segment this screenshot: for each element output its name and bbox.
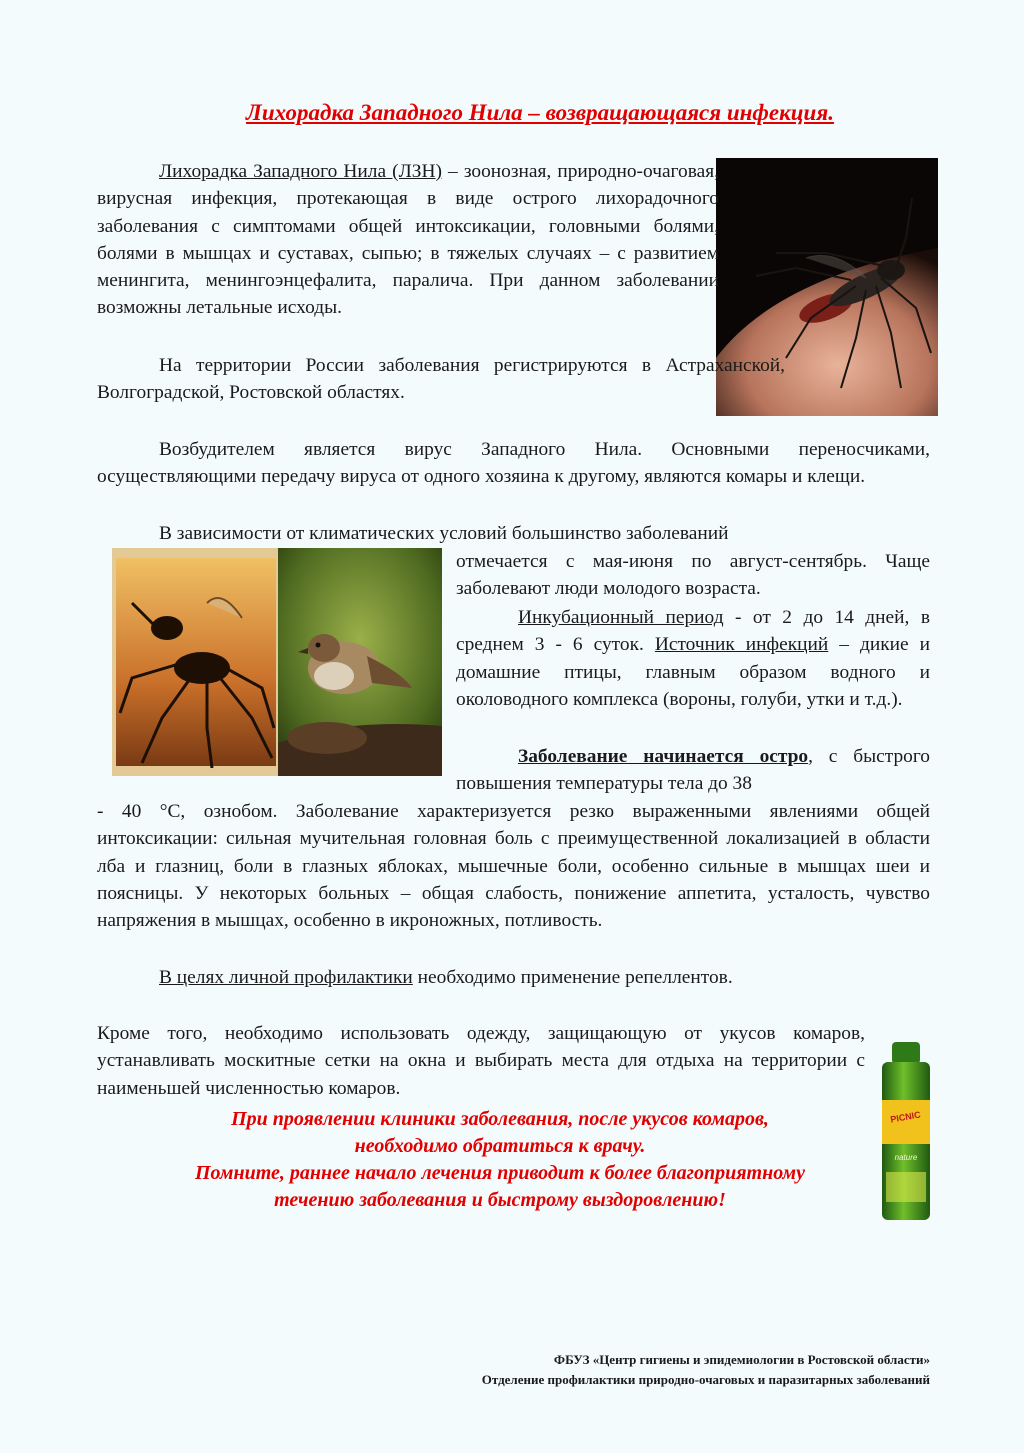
seasonality-paragraph-end: отмечается с мая-июня по август-сентябрь. Чаще заболевают люди молодого возраста. — [456, 551, 930, 600]
warning-line-4: течению заболевания и быстрому выздоровлению! — [274, 1189, 726, 1211]
source-term: Источник инфекций — [654, 634, 829, 656]
brand-label: PICNIC — [889, 1109, 922, 1125]
onset-text: , с быстрого повышения температуры тела до 38 — [456, 746, 931, 795]
warning-line-2: необходимо обратиться к врачу. — [354, 1135, 646, 1157]
incubation-paragraph — [456, 604, 930, 713]
footer-organization: ФБУЗ «Центр гигиены и эпидемиологии в Ростовской области» — [553, 1352, 930, 1367]
incubation-text: - от 2 до 14 дней, в среднем 3 - 6 суток. — [456, 607, 930, 656]
warning-line-3: Помните, раннее начало лечения приводит к более благоприятному — [194, 1162, 806, 1184]
footer-department: Отделение профилактики природно-очаговых и паразитарных заболеваний — [481, 1372, 930, 1387]
repellent-spray-image — [878, 1042, 934, 1224]
onset-paragraph — [456, 743, 930, 798]
prevention-term: В целях личной профилактики — [159, 967, 413, 988]
clothing-paragraph: Кроме того, необходимо использовать одежду, защищающую от укусов комаров, устанавливать москитные сетки на окна и выбирать места для отдыха на территории с наименьшей численностью комаров. — [97, 1023, 865, 1099]
lzn-term: Лихорадка Западного Нила (ЛЗН) — [159, 161, 442, 182]
warning-line-1: При проявлении клиники заболевания, после укусов комаров, — [231, 1108, 769, 1130]
pathogen-paragraph: Возбудителем является вирус Западного Нила. Основными переносчиками, осуществляющими передачу вируса от одного хозяина к другому, являются комары и клещи. — [97, 439, 930, 488]
mosquito-and-sparrow-image — [112, 548, 442, 776]
source-text: – дикие и домашние птицы, главным образом водного и околоводного комплекса (вороны, голуби, утки и т.д.). — [456, 634, 930, 710]
symptoms-paragraph: - 40 °С, ознобом. Заболевание характеризуется резко выраженными явлениями общей интоксикации: сильная мучительная головная боль с преимущественной локализацией в области лба и глазниц, боли в глазных яблоках, мышечные боли, особенно сильные в мышцах шеи и поясницы. У некоторых больных – общая слабость, понижение аппетита, усталость, чувство напряжения в мышцах, особенно в икроножных, потливость. — [97, 801, 930, 932]
onset-term: Заболевание начинается остро — [518, 746, 809, 767]
incubation-term: Инкубационный период — [518, 607, 724, 628]
regions-paragraph: На территории России заболевания регистрируются в Астраханской, Волгоградской, Ростовской областях. — [97, 355, 785, 404]
leaflet-title: Лихорадка Западного Нила – возвращающаяся инфекция. — [246, 100, 834, 125]
intro-paragraph — [97, 158, 719, 322]
product-sub-label: nature — [894, 1153, 918, 1162]
seasonality-paragraph-start: В зависимости от климатических условий большинство заболеваний — [159, 523, 729, 544]
prevention-text: необходимо применение репеллентов. — [412, 967, 733, 988]
intro-text: – зоонозная, природно-очаговая, вирусная инфекция, протекающая в виде острого лихорадочного заболевания с симптомами общей интоксикации, головными болями, болями в мышцах и суставах, сыпью; в тяжелых случаях – с развитием менингита, менингоэнцефалита, паралича. При данном заболевании возможны летальные исходы. — [97, 161, 719, 319]
prevention-paragraph — [97, 964, 930, 991]
